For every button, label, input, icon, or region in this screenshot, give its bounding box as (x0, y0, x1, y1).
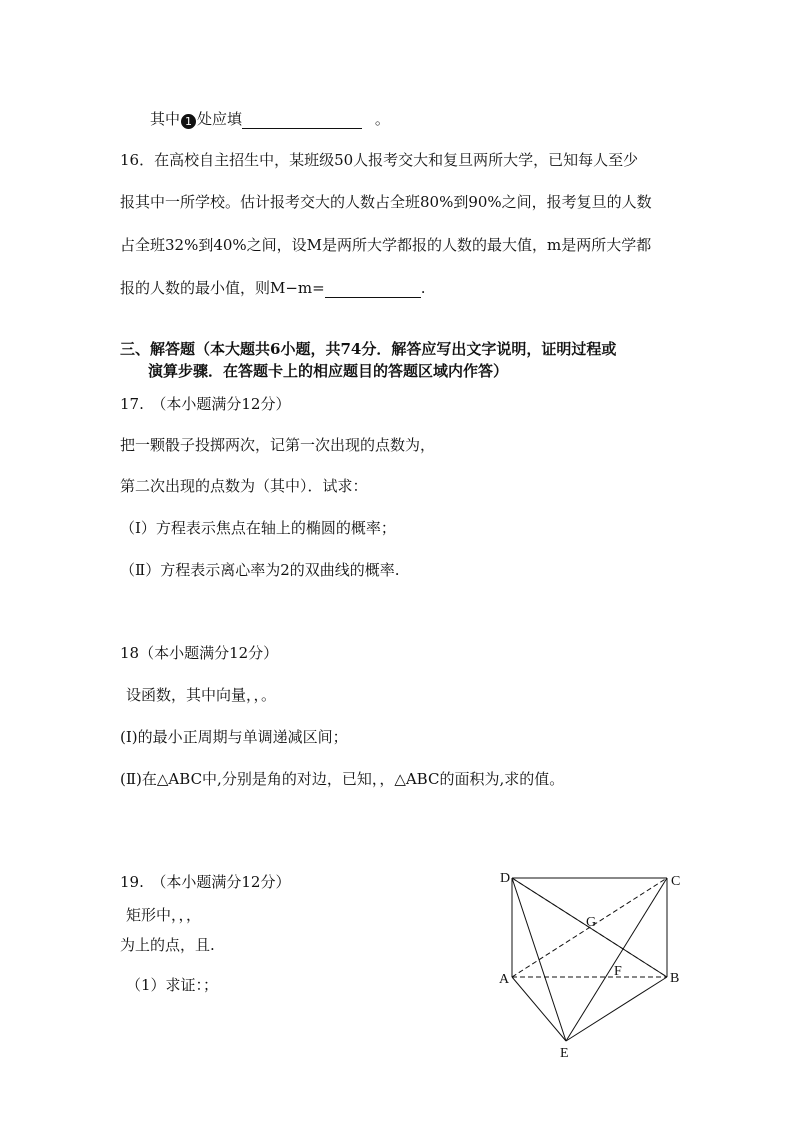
q16-line-4 (120, 278, 426, 298)
q19-part-1: （1）求证：； (126, 976, 219, 994)
q17-line-2: 第二次出现的点数为（其中）．试求： (120, 477, 368, 495)
q18-line-1: 设函数，其中向量，，。 (126, 686, 277, 704)
q16-line-1: 16．在高校自主招生中，某班级50人报考交大和复旦两所大学，已知每人至少 (120, 151, 639, 169)
q15-prefix: 其中 (150, 110, 181, 128)
geometry-figure (490, 860, 700, 1065)
section-3-heading-cont: 演算步骤．在答题卡上的相应题目的答题区域内作答） (148, 362, 509, 380)
q16-line-4-text: 报的人数的最小值，则M−m= (120, 279, 325, 297)
q18-header: 18（本小题满分12分） (120, 644, 279, 662)
q15-suffix: 处应填 (197, 110, 243, 128)
label-a: A (499, 972, 510, 987)
q15-answer-line (150, 109, 390, 129)
q15-answer-blank[interactable] (242, 114, 362, 129)
label-g: G (586, 915, 597, 930)
label-c: C (671, 874, 681, 889)
q19-line-1: 矩形中，，， (126, 906, 202, 924)
section-3-heading: 三、解答题（本大题共6小题，共74分．解答应写出文字说明，证明过程或 (120, 340, 617, 358)
label-d: D (500, 871, 511, 886)
label-b: B (670, 971, 680, 986)
label-e: E (560, 1046, 569, 1061)
edge-eb (566, 977, 667, 1041)
q19-line-2: 为上的点，且. (120, 936, 215, 954)
q16-end-mark: . (420, 279, 426, 297)
edge-ce (566, 878, 667, 1041)
q17-part-2: （Ⅱ）方程表示离心率为2的双曲线的概率. (120, 561, 400, 579)
q17-header: 17. （本小题满分12分） (120, 395, 291, 413)
edge-ae (512, 977, 566, 1041)
q16-line-2: 报其中一所学校。估计报考交大的人数占全班80%到90%之间，报考复旦的人数 (120, 193, 652, 211)
q16-answer-blank[interactable] (325, 283, 421, 298)
label-f: F (614, 964, 622, 979)
q18-part-1: (Ⅰ)的最小正周期与单调递减区间； (120, 728, 348, 746)
circled-number-1: 1 (181, 114, 196, 129)
q17-line-1: 把一颗骰子投掷两次，记第一次出现的点数为， (120, 436, 436, 454)
q16-line-3: 占全班32%到40%之间，设M是两所大学都报的人数的最大值，m是两所大学都 (120, 236, 652, 254)
q15-end-mark: 。 (374, 110, 390, 128)
q19-header: 19. （本小题满分12分） (120, 873, 291, 891)
q18-part-2: (Ⅱ)在△ABC中,分别是角的对边，已知，，△ABC的面积为,求的值。 (120, 770, 565, 788)
q17-part-1: （Ⅰ）方程表示焦点在轴上的椭圆的概率； (120, 519, 396, 537)
